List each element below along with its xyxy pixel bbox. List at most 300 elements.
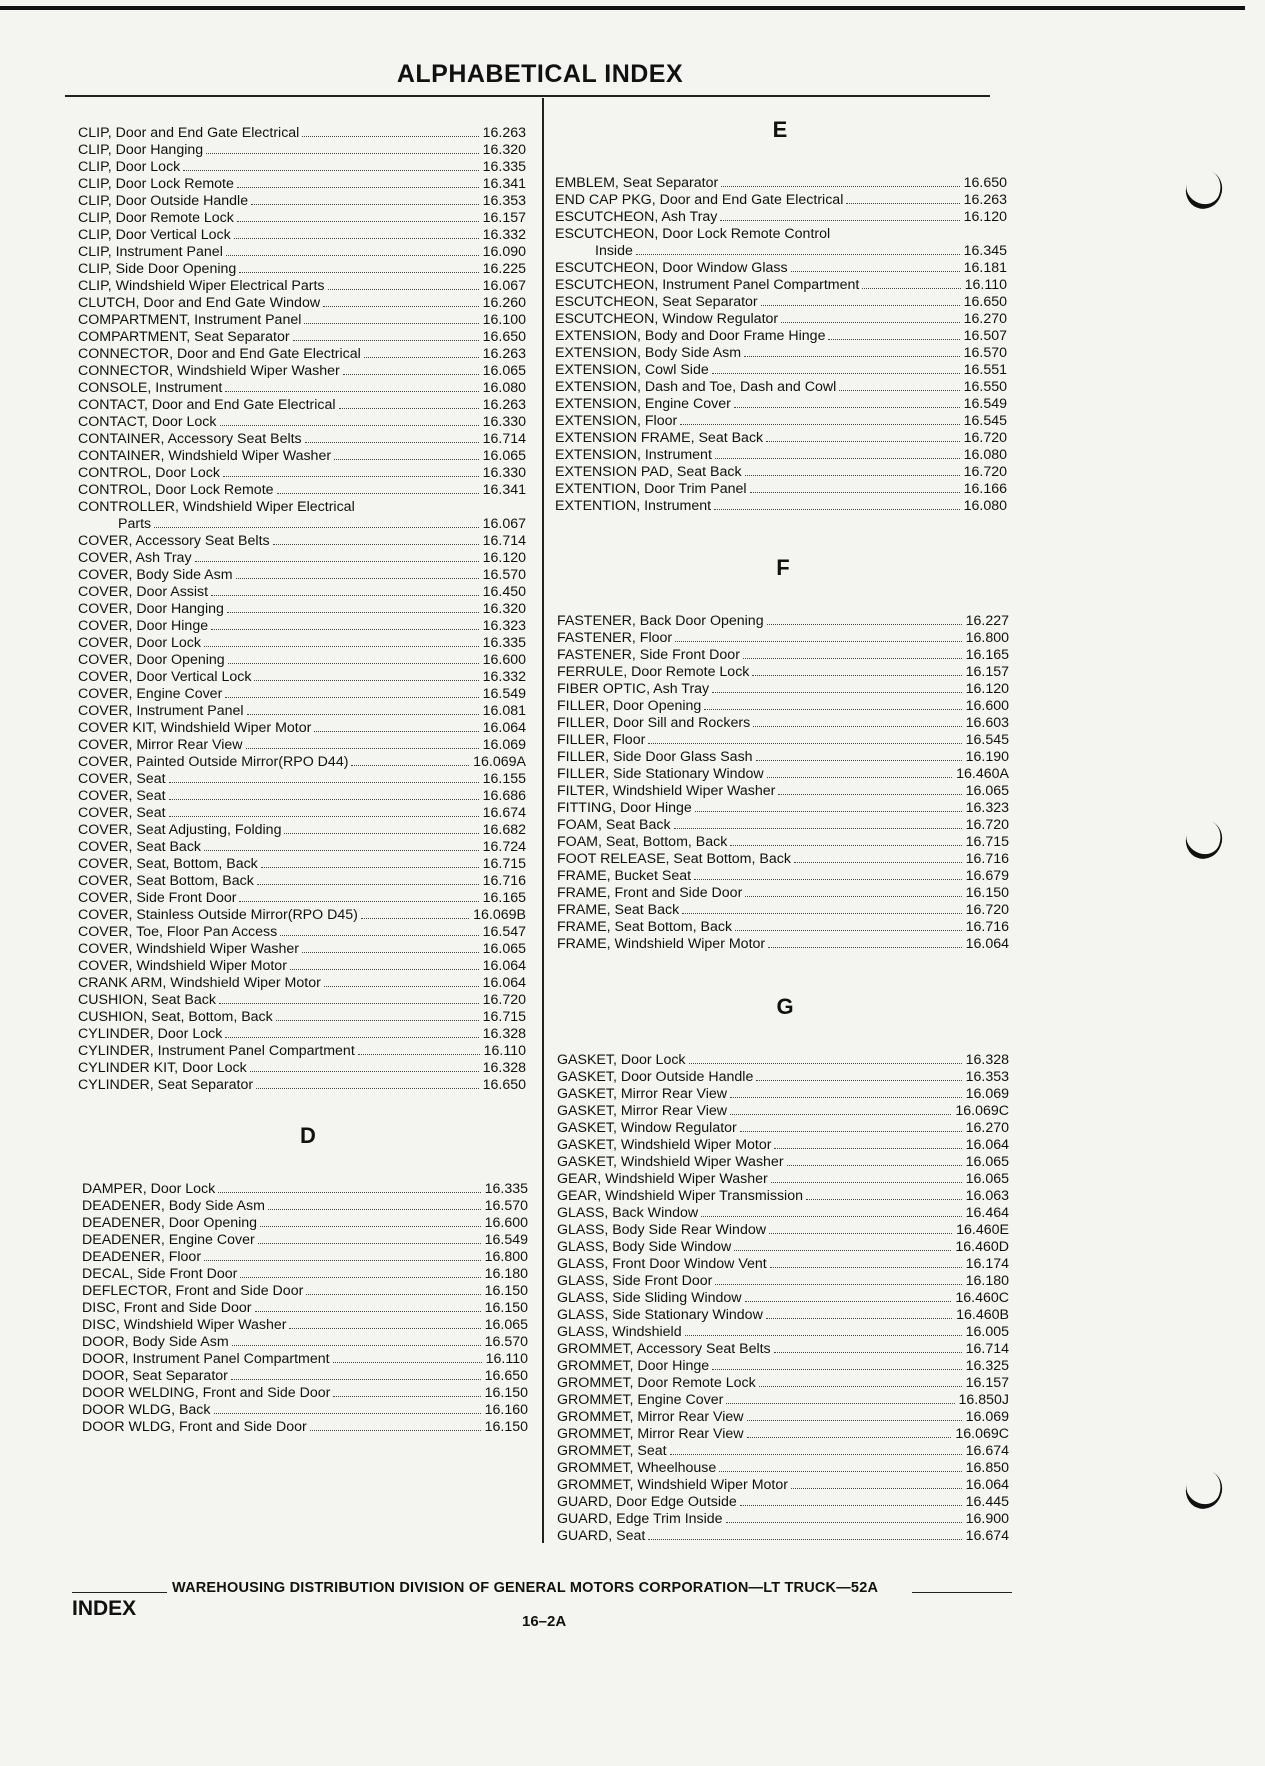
entry-page-ref: 16.450 xyxy=(482,584,526,600)
entry-name: COVER, Ash Tray xyxy=(78,550,192,566)
entry-page-ref: 16.110 xyxy=(964,277,1007,293)
dot-leader xyxy=(846,203,959,204)
entry-page-ref: 16.547 xyxy=(482,924,526,940)
entry-page-ref: 16.328 xyxy=(482,1026,526,1042)
section-label: INDEX xyxy=(72,1597,137,1620)
dot-leader xyxy=(778,794,961,795)
index-entry xyxy=(555,412,1007,429)
entry-name: GUARD, Edge Trim Inside xyxy=(557,1511,723,1527)
entry-name: GASKET, Windshield Wiper Motor xyxy=(557,1137,772,1153)
dot-leader xyxy=(310,1430,481,1431)
entry-page-ref: 16.263 xyxy=(482,125,526,141)
entry-name: COVER, Seat xyxy=(78,788,166,804)
entry-page-ref: 16.674 xyxy=(482,805,526,821)
dot-leader xyxy=(204,850,479,851)
index-entry xyxy=(82,1350,528,1367)
entry-page-ref: 16.080 xyxy=(963,447,1007,463)
entry-name: EXTENSION, Body and Door Frame Hinge xyxy=(555,328,826,344)
dot-leader xyxy=(225,1037,478,1038)
dot-leader xyxy=(234,238,479,239)
entry-page-ref: 16.850J xyxy=(958,1392,1009,1408)
index-entry xyxy=(557,1425,1009,1442)
entry-name: DEADENER, Floor xyxy=(82,1249,202,1265)
dot-leader xyxy=(648,743,961,744)
index-entry xyxy=(557,833,1009,850)
index-entry xyxy=(557,1238,1009,1255)
dot-leader xyxy=(154,527,478,528)
dot-leader xyxy=(358,1054,480,1055)
entry-page-ref: 16.460A xyxy=(956,766,1009,782)
entry-page-ref: 16.155 xyxy=(482,771,526,787)
entry-name: GROMMET, Door Remote Lock xyxy=(557,1375,756,1391)
entry-page-ref: 16.460B xyxy=(956,1307,1009,1323)
index-entry xyxy=(82,1299,528,1316)
entry-page-ref: 16.545 xyxy=(963,413,1007,429)
entry-page-ref: 16.715 xyxy=(965,834,1009,850)
index-entry xyxy=(557,1510,1009,1527)
dot-leader xyxy=(767,624,962,625)
index-entry xyxy=(557,1255,1009,1272)
index-entry xyxy=(82,1282,528,1299)
entry-name: CLIP, Door Lock xyxy=(78,159,181,175)
dot-leader xyxy=(226,255,479,256)
entry-page-ref: 16.064 xyxy=(482,975,526,991)
dot-leader xyxy=(781,322,959,323)
index-entry xyxy=(78,923,526,940)
dot-leader xyxy=(689,1063,962,1064)
index-entry xyxy=(82,1248,528,1265)
section-letter-g: G xyxy=(776,994,794,1019)
entry-name: GLASS, Side Stationary Window xyxy=(557,1307,763,1323)
entry-name: CONTROL, Door Lock Remote xyxy=(78,482,274,498)
entry-name: FILLER, Door Sill and Rockers xyxy=(557,715,751,731)
entry-page-ref: 16.064 xyxy=(482,958,526,974)
entry-name: GASKET, Mirror Rear View xyxy=(557,1086,728,1102)
entry-name: COVER, Seat xyxy=(78,805,166,821)
dot-leader xyxy=(223,476,479,477)
dot-leader xyxy=(195,561,479,562)
entry-name: CONTACT, Door and End Gate Electrical xyxy=(78,397,336,413)
index-entry xyxy=(555,191,1007,208)
dot-leader xyxy=(747,1420,962,1421)
dot-leader xyxy=(680,424,959,425)
dot-leader xyxy=(237,221,479,222)
page-title: ALPHABETICAL INDEX xyxy=(396,60,684,88)
dot-leader xyxy=(246,748,479,749)
entry-page-ref: 16.263 xyxy=(963,192,1007,208)
entry-page-ref: 16.460E xyxy=(956,1222,1009,1238)
entry-page-ref: 16.065 xyxy=(482,448,526,464)
entry-name: COVER, Windshield Wiper Washer xyxy=(78,941,300,957)
index-entry xyxy=(78,821,526,838)
dot-leader xyxy=(361,918,469,919)
entry-page-ref: 16.674 xyxy=(965,1528,1009,1544)
entry-name: COMPARTMENT, Instrument Panel xyxy=(78,312,302,328)
entry-page-ref: 16.067 xyxy=(482,516,526,532)
index-entry xyxy=(78,1008,526,1025)
entry-page-ref: 16.714 xyxy=(482,431,526,447)
entry-page-ref: 16.335 xyxy=(482,635,526,651)
entry-name: GLASS, Body Side Rear Window xyxy=(557,1222,766,1238)
entry-page-ref: 16.464 xyxy=(965,1205,1009,1221)
index-entry xyxy=(555,225,1007,242)
entry-page-ref: 16.065 xyxy=(965,1154,1009,1170)
entry-page-ref: 16.150 xyxy=(484,1385,528,1401)
dot-leader xyxy=(204,646,479,647)
entry-page-ref: 16.090 xyxy=(482,244,526,260)
entry-name: Inside xyxy=(595,243,633,259)
page-number: 16–2A xyxy=(522,1613,567,1630)
index-entry xyxy=(78,532,526,549)
index-entry xyxy=(78,413,526,430)
entry-name: CONNECTOR, Windshield Wiper Washer xyxy=(78,363,340,379)
index-entry xyxy=(78,702,526,719)
entry-name: COVER, Painted Outside Mirror(RPO D44) xyxy=(78,754,349,770)
footer-publisher: WAREHOUSING DISTRIBUTION DIVISION OF GENERAL MOTORS CORPORATION—LT TRUCK—52A xyxy=(172,1580,879,1596)
dot-leader xyxy=(734,1250,951,1251)
dot-leader xyxy=(258,1243,481,1244)
entry-page-ref: 16.650 xyxy=(482,1077,526,1093)
index-entry xyxy=(557,731,1009,748)
entry-name: FILLER, Door Opening xyxy=(557,698,702,714)
index-entry xyxy=(557,629,1009,646)
entry-page-ref: 16.120 xyxy=(963,209,1007,225)
entry-page-ref: 16.460C xyxy=(955,1290,1009,1306)
dot-leader xyxy=(753,726,961,727)
index-entry xyxy=(78,141,526,158)
dot-leader xyxy=(636,254,960,255)
index-entry xyxy=(78,362,526,379)
entry-name: GASKET, Door Outside Handle xyxy=(557,1069,754,1085)
entry-name: ESCUTCHEON, Instrument Panel Compartment xyxy=(555,277,860,293)
entry-name: GROMMET, Wheelhouse xyxy=(557,1460,717,1476)
dot-leader xyxy=(770,1267,962,1268)
entry-page-ref: 16.720 xyxy=(963,464,1007,480)
entry-name: COVER, Seat, Bottom, Back xyxy=(78,856,258,872)
entry-name: CUSHION, Seat Back xyxy=(78,992,216,1008)
entry-name: GEAR, Windshield Wiper Transmission xyxy=(557,1188,803,1204)
index-entry xyxy=(78,906,526,923)
index-entry xyxy=(78,328,526,345)
index-entry xyxy=(78,719,526,736)
entry-name: COVER, Door Lock xyxy=(78,635,201,651)
index-entry xyxy=(78,294,526,311)
entry-page-ref: 16.263 xyxy=(482,397,526,413)
entry-page-ref: 16.080 xyxy=(963,498,1007,514)
entry-name: GROMMET, Door Hinge xyxy=(557,1358,710,1374)
index-entry xyxy=(557,1085,1009,1102)
index-entry xyxy=(557,663,1009,680)
entry-name: DOOR, Seat Separator xyxy=(82,1368,228,1384)
index-entry xyxy=(555,395,1007,412)
entry-name: COVER KIT, Windshield Wiper Motor xyxy=(78,720,312,736)
dot-leader xyxy=(768,947,961,948)
entry-page-ref: 16.549 xyxy=(484,1232,528,1248)
dot-leader xyxy=(726,1403,954,1404)
dot-leader xyxy=(254,680,478,681)
dot-leader xyxy=(839,390,959,391)
entry-page-ref: 16.330 xyxy=(482,465,526,481)
index-entry xyxy=(78,515,526,532)
index-entry xyxy=(78,957,526,974)
index-entry xyxy=(78,379,526,396)
index-entry xyxy=(557,765,1009,782)
dot-leader xyxy=(251,204,479,205)
dot-leader xyxy=(333,1396,480,1397)
index-list-d xyxy=(82,1180,528,1435)
index-entry xyxy=(555,344,1007,361)
entry-page-ref: 16.320 xyxy=(482,601,526,617)
index-entry xyxy=(78,277,526,294)
dot-leader xyxy=(237,187,479,188)
index-entry xyxy=(557,901,1009,918)
entry-page-ref: 16.005 xyxy=(965,1324,1009,1340)
dot-leader xyxy=(334,459,479,460)
index-entry xyxy=(557,935,1009,952)
index-entry xyxy=(78,685,526,702)
entry-page-ref: 16.150 xyxy=(484,1283,528,1299)
entry-page-ref: 16.720 xyxy=(965,817,1009,833)
dot-leader xyxy=(225,697,478,698)
dot-leader xyxy=(250,1071,479,1072)
entry-page-ref: 16.600 xyxy=(484,1215,528,1231)
entry-page-ref: 16.120 xyxy=(482,550,526,566)
entry-page-ref: 16.570 xyxy=(963,345,1007,361)
section-letter-f: F xyxy=(776,555,790,580)
entry-name: CLIP, Door Remote Lock xyxy=(78,210,234,226)
index-entry xyxy=(78,1059,526,1076)
entry-page-ref: 16.270 xyxy=(965,1120,1009,1136)
index-entry xyxy=(82,1197,528,1214)
index-entry xyxy=(78,464,526,481)
index-entry xyxy=(557,1357,1009,1374)
entry-name: DISC, Front and Side Door xyxy=(82,1300,252,1316)
index-entry xyxy=(557,1340,1009,1357)
section-letter-d: D xyxy=(300,1123,316,1148)
entry-page-ref: 16.069B xyxy=(473,907,526,923)
index-entry xyxy=(78,736,526,753)
entry-name: Parts xyxy=(118,516,152,532)
entry-page-ref: 16.650 xyxy=(482,329,526,345)
dot-leader xyxy=(169,782,479,783)
index-entry xyxy=(78,498,526,515)
entry-page-ref: 16.714 xyxy=(482,533,526,549)
entry-name: FILLER, Floor xyxy=(557,732,646,748)
entry-name: CLIP, Door Vertical Lock xyxy=(78,227,231,243)
index-entry xyxy=(557,1136,1009,1153)
index-entry xyxy=(557,1493,1009,1510)
index-entry xyxy=(555,378,1007,395)
dot-leader xyxy=(268,1209,481,1210)
entry-name: EXTENSION, Instrument xyxy=(555,447,712,463)
entry-page-ref: 16.065 xyxy=(482,363,526,379)
entry-name: COVER, Toe, Floor Pan Access xyxy=(78,924,278,940)
index-entry xyxy=(78,1025,526,1042)
index-entry xyxy=(78,192,526,209)
entry-page-ref: 16.682 xyxy=(482,822,526,838)
entry-name: COVER, Stainless Outside Mirror(RPO D45) xyxy=(78,907,358,923)
entry-name: CLUTCH, Door and End Gate Window xyxy=(78,295,321,311)
entry-name: FILLER, Side Door Glass Sash xyxy=(557,749,753,765)
entry-name: FOOT RELEASE, Seat Bottom, Back xyxy=(557,851,791,867)
dot-leader xyxy=(670,1454,962,1455)
index-entry xyxy=(557,697,1009,714)
dot-leader xyxy=(744,356,960,357)
entry-name: GUARD, Door Edge Outside xyxy=(557,1494,737,1510)
entry-page-ref: 16.120 xyxy=(965,681,1009,697)
entry-name: CLIP, Door Outside Handle xyxy=(78,193,249,209)
entry-page-ref: 16.332 xyxy=(482,669,526,685)
index-entry xyxy=(557,1323,1009,1340)
entry-page-ref: 16.100 xyxy=(482,312,526,328)
entry-name: DEADENER, Door Opening xyxy=(82,1215,258,1231)
dot-leader xyxy=(787,1165,962,1166)
entry-page-ref: 16.260 xyxy=(482,295,526,311)
entry-name: CLIP, Side Door Opening xyxy=(78,261,237,277)
entry-page-ref: 16.716 xyxy=(965,851,1009,867)
footer-rule-left xyxy=(72,1592,167,1593)
entry-page-ref: 16.328 xyxy=(482,1060,526,1076)
index-entry xyxy=(78,600,526,617)
entry-name: DEADENER, Body Side Asm xyxy=(82,1198,265,1214)
dot-leader xyxy=(255,1311,481,1312)
entry-page-ref: 16.110 xyxy=(485,1351,528,1367)
entry-name: DISC, Windshield Wiper Washer xyxy=(82,1317,287,1333)
index-entry xyxy=(555,174,1007,191)
entry-name: CYLINDER KIT, Door Lock xyxy=(78,1060,247,1076)
dot-leader xyxy=(771,1182,962,1183)
entry-page-ref: 16.063 xyxy=(965,1188,1009,1204)
entry-name: CONTROLLER, Windshield Wiper Electrical xyxy=(78,499,355,515)
entry-page-ref: 16.225 xyxy=(482,261,526,277)
entry-page-ref: 16.150 xyxy=(484,1300,528,1316)
dot-leader xyxy=(302,136,478,137)
entry-name: FRAME, Bucket Seat xyxy=(557,868,692,884)
entry-page-ref: 16.065 xyxy=(482,941,526,957)
entry-name: DECAL, Side Front Door xyxy=(82,1266,238,1282)
entry-page-ref: 16.650 xyxy=(484,1368,528,1384)
entry-page-ref: 16.323 xyxy=(482,618,526,634)
dot-leader xyxy=(719,1471,961,1472)
index-entry xyxy=(557,612,1009,629)
index-entry xyxy=(78,991,526,1008)
entry-name: GROMMET, Windshield Wiper Motor xyxy=(557,1477,788,1493)
dot-leader xyxy=(720,220,959,221)
entry-page-ref: 16.320 xyxy=(482,142,526,158)
dot-leader xyxy=(227,612,479,613)
dot-leader xyxy=(364,357,479,358)
entry-name: GASKET, Door Lock xyxy=(557,1052,686,1068)
index-entry xyxy=(78,566,526,583)
entry-page-ref: 16.328 xyxy=(965,1052,1009,1068)
index-entry xyxy=(82,1333,528,1350)
entry-name: FASTENER, Back Door Opening xyxy=(557,613,764,629)
dot-leader xyxy=(228,663,479,664)
dot-leader xyxy=(769,1233,952,1234)
entry-name: EXTENSION, Body Side Asm xyxy=(555,345,742,361)
index-entry xyxy=(557,1272,1009,1289)
entry-page-ref: 16.069C xyxy=(955,1103,1009,1119)
entry-name: EXTENSION PAD, Seat Back xyxy=(555,464,742,480)
entry-page-ref: 16.332 xyxy=(482,227,526,243)
entry-page-ref: 16.227 xyxy=(965,613,1009,629)
entry-name: EXTENTION, Door Trim Panel xyxy=(555,481,747,497)
dot-leader xyxy=(323,306,479,307)
entry-page-ref: 16.549 xyxy=(963,396,1007,412)
entry-name: GLASS, Front Door Window Vent xyxy=(557,1256,767,1272)
dot-leader xyxy=(766,441,959,442)
dot-leader xyxy=(695,811,962,812)
entry-page-ref: 16.550 xyxy=(963,379,1007,395)
dot-leader xyxy=(675,641,961,642)
index-entry xyxy=(78,549,526,566)
entry-page-ref: 16.330 xyxy=(482,414,526,430)
index-entry xyxy=(557,1408,1009,1425)
dot-leader xyxy=(767,777,953,778)
index-entry xyxy=(557,646,1009,663)
entry-page-ref: 16.341 xyxy=(482,176,526,192)
index-entry xyxy=(82,1214,528,1231)
index-entry xyxy=(555,242,1007,259)
entry-page-ref: 16.263 xyxy=(482,346,526,362)
entry-page-ref: 16.270 xyxy=(963,311,1007,327)
dot-leader xyxy=(862,288,960,289)
entry-page-ref: 16.445 xyxy=(965,1494,1009,1510)
entry-name: FRAME, Seat Bottom, Back xyxy=(557,919,733,935)
entry-page-ref: 16.600 xyxy=(482,652,526,668)
index-entry xyxy=(78,260,526,277)
entry-name: COVER, Door Vertical Lock xyxy=(78,669,252,685)
entry-name: END CAP PKG, Door and End Gate Electrical xyxy=(555,192,844,208)
index-entry xyxy=(557,850,1009,867)
entry-page-ref: 16.674 xyxy=(965,1443,1009,1459)
dot-leader xyxy=(712,1369,961,1370)
entry-name: EXTENTION, Instrument xyxy=(555,498,712,514)
dot-leader xyxy=(273,544,479,545)
index-list-f xyxy=(557,612,1009,952)
index-entry xyxy=(78,430,526,447)
entry-page-ref: 16.603 xyxy=(965,715,1009,731)
index-entry xyxy=(78,974,526,991)
entry-name: DAMPER, Door Lock xyxy=(82,1181,216,1197)
dot-leader xyxy=(260,1226,481,1227)
dot-leader xyxy=(740,1505,962,1506)
entry-page-ref: 16.181 xyxy=(963,260,1007,276)
entry-name: GLASS, Side Sliding Window xyxy=(557,1290,742,1306)
index-entry xyxy=(78,481,526,498)
dot-leader xyxy=(759,1386,962,1387)
top-border-rule xyxy=(0,6,1245,10)
index-entry xyxy=(82,1265,528,1282)
entry-page-ref: 16.081 xyxy=(482,703,526,719)
dot-leader xyxy=(730,845,961,846)
index-list-c xyxy=(78,124,526,1093)
index-entry xyxy=(78,311,526,328)
index-entry xyxy=(78,617,526,634)
dot-leader xyxy=(261,867,479,868)
entry-page-ref: 16.570 xyxy=(482,567,526,583)
entry-name: GASKET, Mirror Rear View xyxy=(557,1103,728,1119)
entry-name: GEAR, Windshield Wiper Washer xyxy=(557,1171,768,1187)
dot-leader xyxy=(328,289,479,290)
entry-name: CYLINDER, Seat Separator xyxy=(78,1077,254,1093)
entry-name: EXTENSION FRAME, Seat Back xyxy=(555,430,764,446)
entry-page-ref: 16.507 xyxy=(963,328,1007,344)
entry-page-ref: 16.715 xyxy=(482,856,526,872)
entry-page-ref: 16.549 xyxy=(482,686,526,702)
entry-name: COVER, Seat Adjusting, Folding xyxy=(78,822,282,838)
entry-page-ref: 16.150 xyxy=(484,1419,528,1435)
